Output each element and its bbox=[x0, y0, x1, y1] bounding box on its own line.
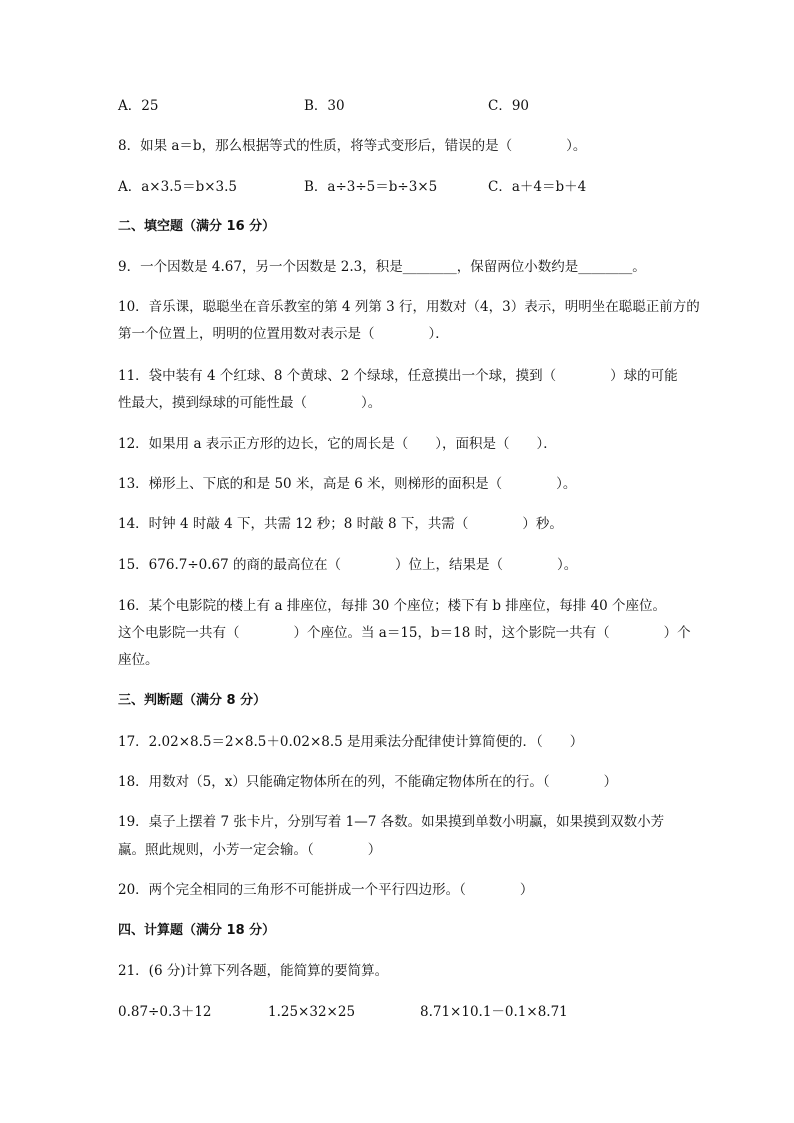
q18: 18．用数对（5，x）只能确定物体所在的列，不能确定物体所在的行。（ ） bbox=[118, 774, 618, 790]
q14: 14．时钟 4 时敲 4 下，共需 12 秒；8 时敲 8 下，共需（ ）秒。 bbox=[118, 516, 563, 532]
calc-item-2: 1.25×32×25 bbox=[268, 1004, 356, 1020]
q11-line-1: 11．袋中装有 4 个红球、8 个黄球、2 个绿球，任意摸出一个球，摸到（ ）球的可能 bbox=[118, 368, 678, 384]
q15: 15．676.7÷0.67 的商的最高位在（ ）位上，结果是（ ）。 bbox=[118, 557, 578, 573]
q17: 17．2.02×8.5＝2×8.5＋0.02×8.5 是用乘法分配律使计算简便的．（ ） bbox=[118, 734, 584, 750]
section-4-title: 四、计算题（满分 18 分） bbox=[118, 923, 276, 938]
q19-line-1: 19．桌子上摆着 7 张卡片，分别写着 1—7 各数。如果摸到单数小明赢，如果摸到双数小芳 bbox=[118, 814, 665, 830]
q16-line-3: 座位。 bbox=[118, 652, 159, 668]
q10-line-1: 10．音乐课，聪聪坐在音乐教室的第 4 列第 3 行，用数对（4，3）表示，明明坐在聪聪正前方的 bbox=[118, 299, 700, 315]
q8-options bbox=[118, 177, 718, 197]
calc-item-3: 8.71×10.1－0.1×8.71 bbox=[420, 1004, 568, 1020]
q7-option-b: B．30 bbox=[304, 98, 345, 114]
q7-option-c: C．90 bbox=[488, 98, 530, 114]
q12: 12．如果用 a 表示正方形的边长，它的周长是（ ），面积是（ ）． bbox=[118, 436, 557, 452]
q11-line-2: 性最大，摸到绿球的可能性最（ ）。 bbox=[118, 395, 382, 411]
q13: 13．梯形上、下底的和是 50 米，高是 6 米，则梯形的面积是（ ）。 bbox=[118, 476, 577, 492]
q8-option-b: B．a÷3÷5＝b÷3×5 bbox=[304, 179, 438, 195]
q7-options bbox=[118, 96, 718, 116]
q8-stem: 8．如果 a＝b，那么根据等式的性质，将等式变形后，错误的是（ ）。 bbox=[118, 138, 587, 154]
q7-option-a: A．25 bbox=[118, 98, 159, 114]
q21-calculations bbox=[118, 1002, 718, 1022]
section-2-title: 二、填空题（满分 16 分） bbox=[118, 219, 276, 234]
calc-item-1: 0.87÷0.3＋12 bbox=[118, 1004, 212, 1020]
q9: 9．一个因数是 4.67，另一个因数是 2.3，积是________，保留两位小数约是________。 bbox=[118, 259, 646, 275]
section-3-title: 三、判断题（满分 8 分） bbox=[118, 693, 267, 708]
q21: 21．(6 分)计算下列各题，能简算的要简算。 bbox=[118, 963, 389, 979]
q16-line-1: 16．某个电影院的楼上有 a 排座位，每排 30 个座位；楼下有 b 排座位，每排 40 个座位。 bbox=[118, 598, 667, 614]
q10-line-2: 第一个位置上，明明的位置用数对表示是（ ）． bbox=[118, 326, 449, 342]
q20: 20．两个完全相同的三角形不可能拼成一个平行四边形。（ ） bbox=[118, 882, 534, 898]
q19-line-2: 赢。照此规则，小芳一定会输。（ ） bbox=[118, 842, 382, 858]
q8-option-c: C．a＋4＝b＋4 bbox=[488, 179, 587, 195]
q16-line-2: 这个电影院一共有（ ）个座位。当 a＝15，b＝18 时，这个影院一共有（ ）个 bbox=[118, 625, 691, 641]
q8-option-a: A．a×3.5＝b×3.5 bbox=[118, 179, 238, 195]
